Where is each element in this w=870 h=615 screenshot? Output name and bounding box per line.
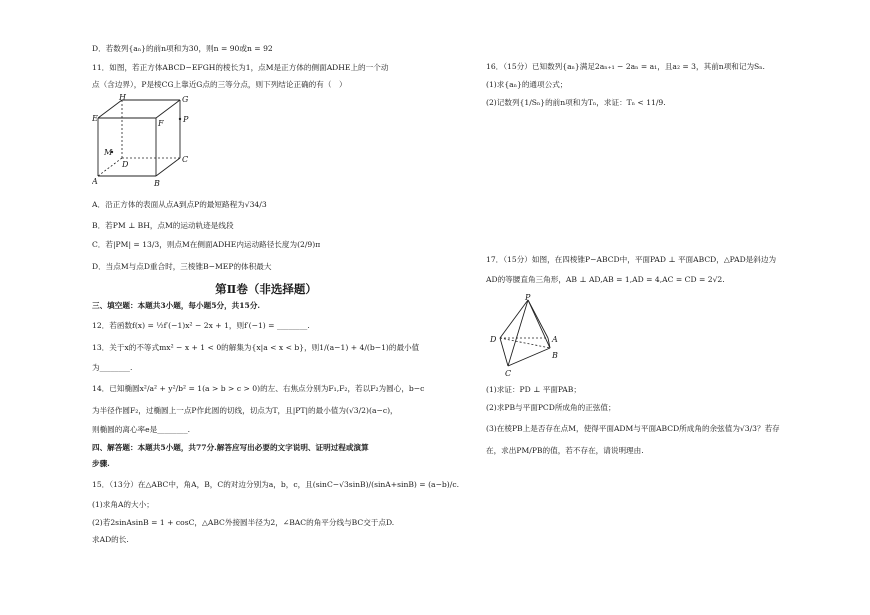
cube-label-p: P xyxy=(183,115,189,124)
question-13-line-2: 为________. xyxy=(92,363,133,372)
question-17-line-2: AD的等腰直角三角形，AB ⊥ AD,AB = 1,AD = 4,AC = CD = 2√2. xyxy=(486,275,725,284)
pyramid-label-c: C xyxy=(505,369,512,378)
cube-label-m: M xyxy=(104,148,113,157)
cube-label-c: C xyxy=(182,155,189,164)
section-ii-title: 第Ⅱ卷（非选择题） xyxy=(215,282,317,296)
option-c-q11: C．若|PM| = 13/3，则点M在侧面ADHE内运动路径长度为(2/9)π xyxy=(92,240,321,249)
question-12: 12．若函数f(x) = ½f′(−1)x² − 2x + 1，则f′(−1) = ________. xyxy=(92,321,310,330)
question-17-line-1: 17．（15分）如图，在四棱锥P−ABCD中，平面PAD ⊥ 平面ABCD，△PAD是斜边为 xyxy=(486,255,777,264)
pyramid-figure xyxy=(486,292,576,378)
question-17-part-3-line-2: 在，求出PM/PB的值，若不存在，请说明理由. xyxy=(486,446,644,455)
question-11-line-1: 11．如图，若正方体ABCD−EFGH的棱长为1，点M是正方体的侧面ADHE上的一个动 xyxy=(92,63,389,72)
question-16: 16．（15分）已知数列{aₙ}满足2aₙ₊₁ − 2aₙ = a₁，且a₂ = 3，其前n项和记为Sₙ. xyxy=(486,62,765,71)
option-d-q10: D．若数列{aₙ}的前n项和为30，则n = 90或n = 92 xyxy=(92,44,273,53)
question-15: 15．（13分）在△ABC中，角A，B，C的对边分别为a，b，c，且(sinC−√3sinB)/(sinA+sinB) = (a−b)/c. xyxy=(92,480,459,489)
fill-blank-heading: 三、填空题：本题共3小题，每小题5分，共15分. xyxy=(92,301,261,310)
cube-label-f: F xyxy=(158,119,164,128)
cube-figure xyxy=(92,94,202,190)
pyramid-label-b: B xyxy=(552,351,558,360)
question-13-line-1: 13．关于x的不等式mx² − x + 1 < 0的解集为{x|a < x < b}，则1/(a−1) + 4/(b−1)的最小值 xyxy=(92,343,420,352)
question-17-part-1: (1)求证：PD ⊥ 平面PAB； xyxy=(486,385,581,394)
question-16-part-1: (1)求{aₙ}的通项公式； xyxy=(486,80,568,89)
question-16-part-2: (2)记数列{1/Sₙ}的前n项和为Tₙ，求证：Tₙ < 11/9. xyxy=(486,98,666,107)
option-b-q11: B．若PM ⊥ BH，点M的运动轨迹是线段 xyxy=(92,221,234,230)
question-14-line-3: 则椭圆的离心率e是________. xyxy=(92,425,191,434)
option-d-q11: D．当点M与点D重合时，三棱锥B−MEP的体积最大 xyxy=(92,262,272,271)
pyramid-label-d: D xyxy=(490,335,497,344)
cube-label-e: E xyxy=(92,114,98,123)
cube-label-b: B xyxy=(154,179,160,188)
question-15-part-1: (1)求角A的大小； xyxy=(92,500,154,509)
question-15-part-2-cont: 求AD的长. xyxy=(92,535,129,544)
question-17-part-2: (2)求PB与平面PCD所成角的正弦值； xyxy=(486,403,616,412)
question-15-part-2: (2)若2sinAsinB = 1 + cosC，△ABC外接圆半径为2，∠BAC的角平分线与BC交于点D. xyxy=(92,518,395,527)
option-a-q11: A．沿正方体的表面从点A到点P的最短路程为√34/3 xyxy=(92,200,267,209)
cube-label-h: H xyxy=(119,94,126,102)
pyramid-label-p: P xyxy=(525,293,531,302)
answer-heading-line-1: 四、解答题：本题共5小题，共77分.解答应写出必要的文字说明、证明过程或演算 xyxy=(92,443,369,452)
pyramid-label-a: A xyxy=(552,335,558,344)
question-17-part-3-line-1: (3)在棱PB上是否存在点M，使得平面ADM与平面ABCD所成角的余弦值为√3/3？若存 xyxy=(486,424,780,433)
question-11-line-2: 点（含边界），P是棱CG上靠近G点的三等分点，则下列结论正确的有（ ） xyxy=(92,80,347,89)
answer-heading-line-2: 步骤. xyxy=(92,459,110,468)
cube-label-a: A xyxy=(92,177,98,186)
cube-label-g: G xyxy=(182,95,189,104)
question-14-line-1: 14．已知椭圆x²/a² + y²/b² = 1(a > b > c > 0)的左、右焦点分别为F₁,F₂，若以F₂为圆心，b−c xyxy=(92,384,425,393)
cube-label-d: D xyxy=(122,160,129,169)
question-14-line-2: 为半径作圆F₂，过椭圆上一点P作此圆的切线，切点为T，且|PT|的最小值为(√3/2)(a−c)， xyxy=(92,406,398,415)
